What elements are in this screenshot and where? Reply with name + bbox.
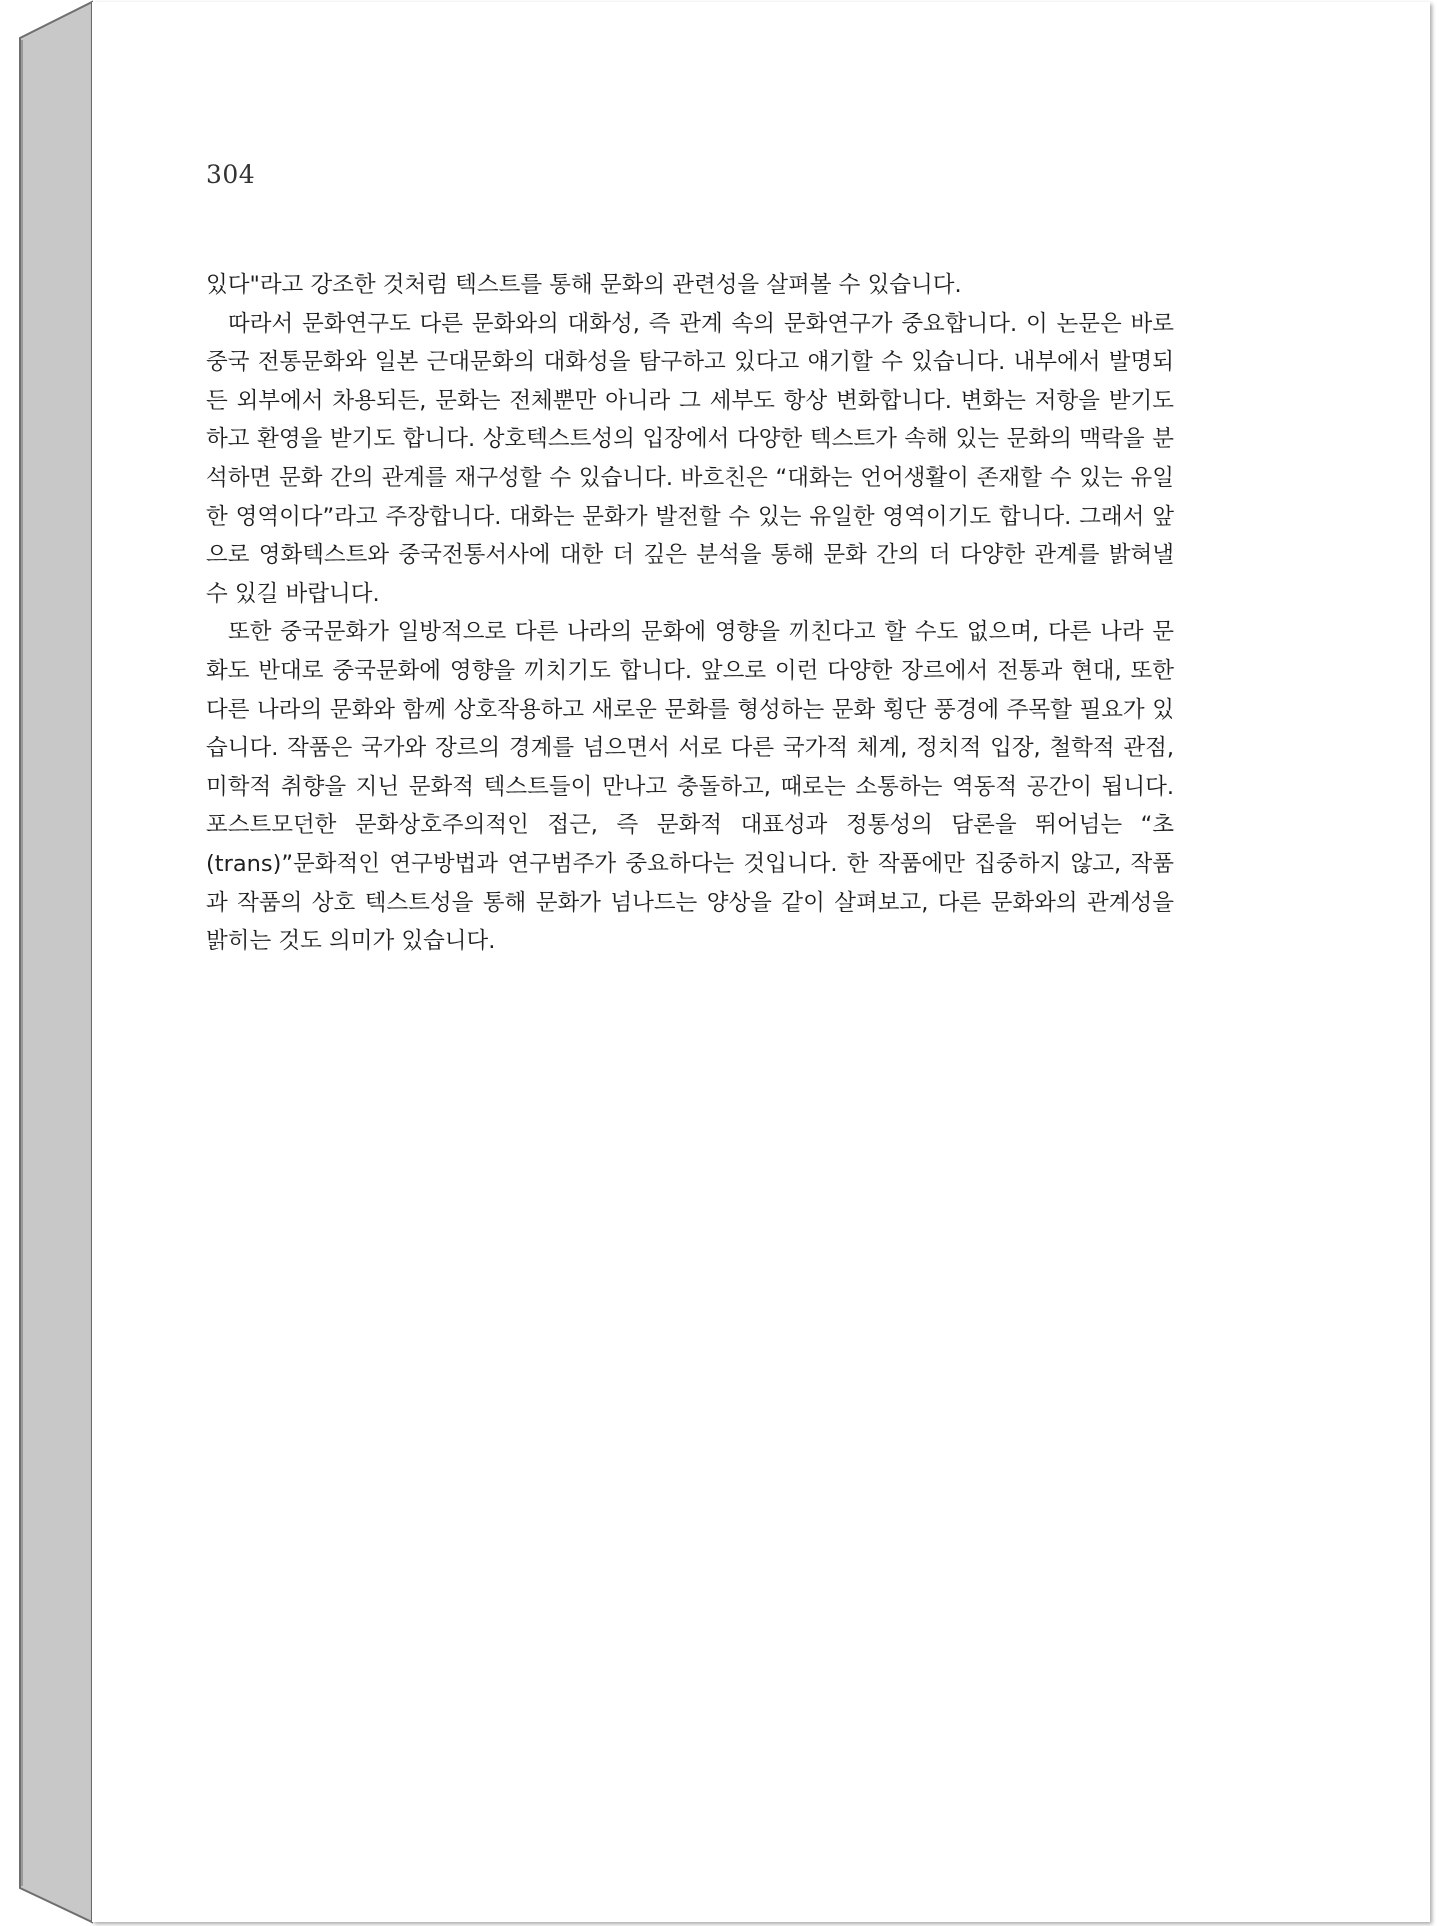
body-text [206,266,1174,961]
page-number: 304 [206,160,256,189]
paragraph-3: 또한 중국문화가 일방적으로 다른 나라의 문화에 영향을 끼친다고 할 수도 없으며, 다른 나라 문화도 반대로 중국문화에 영향을 끼치기도 합니다. 앞으로 이런 다양한 장르에서 전통과 현대, 또한 다른 나라의 문화와 함께 상호작용하고 새로운 문화를 형성하는 문화 횡단 풍경에 주목할 필요가 있습니다. 작품은 국가와 장르의 경계를 넘으면서 서로 다른 국가적 체계, 정치적 입장, 철학적 관점, 미학적 취향을 지닌 문화적 텍스트들이 만나고 충돌하고, 때로는 소통하는 역동적 공간이 됩니다. 포스트모던한 문화상호주의적인 접근, 즉 문화적 대표성과 정통성의 담론을 뛰어넘는 “초(trans)”문화적인 연구방법과 연구범주가 중요하다는 것입니다. 한 작품에만 집중하지 않고, 작품과 작품의 상호 텍스트성을 통해 문화가 넘나드는 양상을 같이 살펴보고, 다른 문화와의 관계성을 밝히는 것도 의미가 있습니다. [206,619,1174,955]
book-side-panel [20,2,92,1922]
paragraph-2: 따라서 문화연구도 다른 문화와의 대화성, 즉 관계 속의 문화연구가 중요합니다. 이 논문은 바로 중국 전통문화와 일본 근대문화의 대화성을 탐구하고 있다고 얘기할 수 있습니다. 내부에서 발명되든 외부에서 차용되든, 문화는 전체뿐만 아니라 그 세부도 항상 변화합니다. 변화는 저항을 받기도 하고 환영을 받기도 합니다. 상호텍스트성의 입장에서 다양한 텍스트가 속해 있는 문화의 맥락을 분석하면 문화 간의 관계를 재구성할 수 있습니다. 바흐친은 “대화는 언어생활이 존재할 수 있는 유일한 영역이다”라고 주장합니다. 대화는 문화가 발전할 수 있는 유일한 영역이기도 합니다. 그래서 앞으로 영화텍스트와 중국전통서사에 대한 더 깊은 분석을 통해 문화 간의 더 다양한 관계를 밝혀낼 수 있길 바랍니다. [206,310,1174,607]
paragraph-1: 있다"라고 강조한 것처럼 텍스트를 통해 문화의 관련성을 살펴볼 수 있습니다. [206,272,962,298]
